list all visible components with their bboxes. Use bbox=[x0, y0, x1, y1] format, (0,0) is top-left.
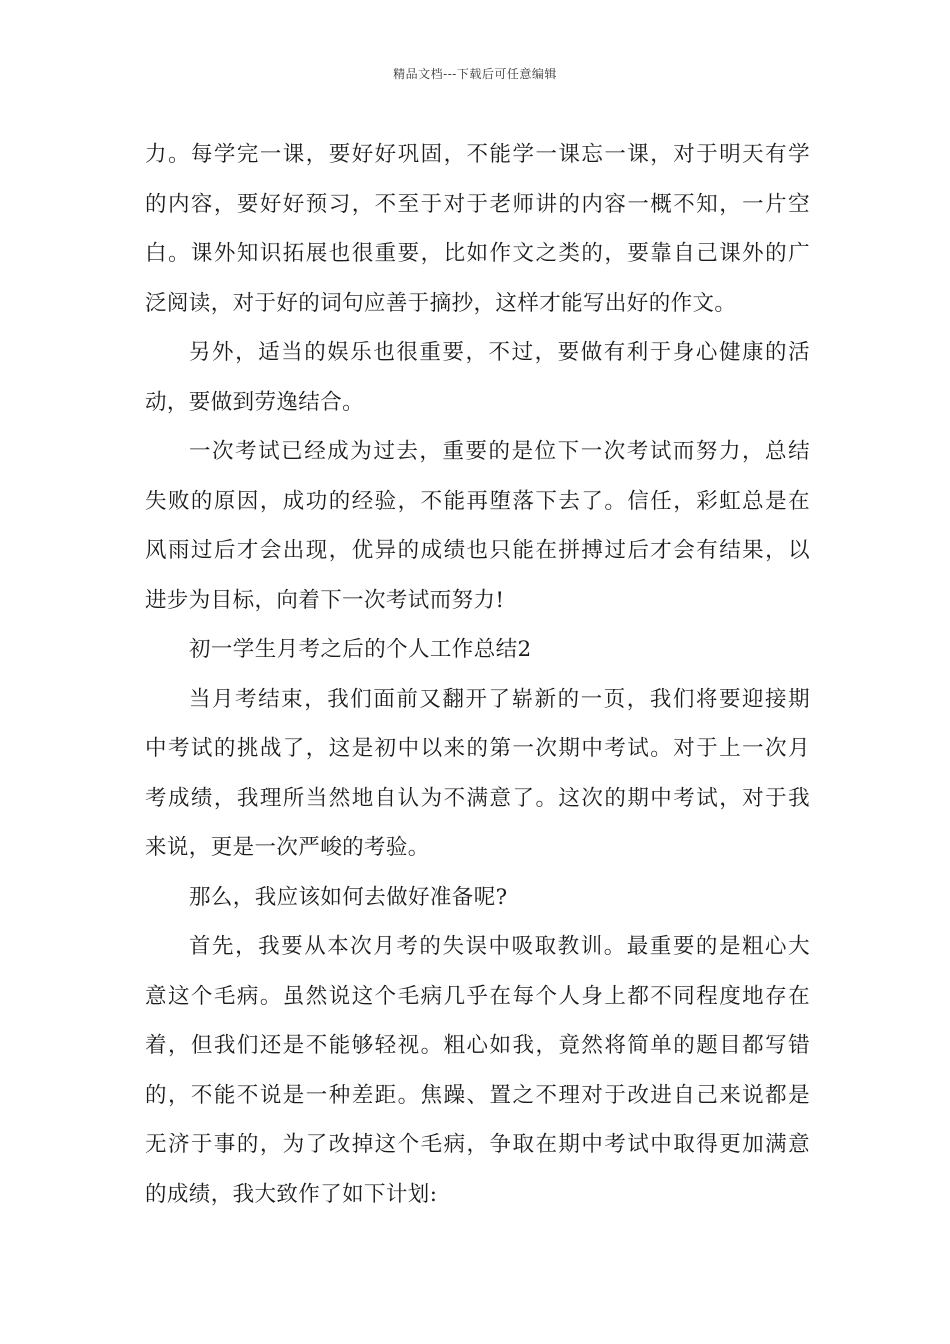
text-line: 泛阅读，对于好的词句应善于摘抄，这样才能写出好的作文。 bbox=[145, 290, 737, 316]
text-line: 的，不能不说是一种差距。焦躁、置之不理对于改进自己来说都是 bbox=[145, 1082, 810, 1108]
text-line: 意这个毛病。虽然说这个毛病几乎在每个人身上都不同程度地存在 bbox=[145, 983, 810, 1009]
page-header: 精品文档---下载后可任意编辑 bbox=[393, 67, 557, 81]
text-line: 的内容，要好好预习，不至于对于老师讲的内容一概不知，一片空 bbox=[145, 191, 810, 217]
text-line: 一次考试已经成为过去，重要的是位下一次考试而努力，总结 bbox=[189, 439, 810, 464]
section-title bbox=[145, 625, 810, 675]
text-line: 来说，更是一次严峻的考验。 bbox=[145, 835, 430, 860]
text-line: 进步为目标，向着下一次考试而努力! bbox=[145, 587, 505, 613]
paragraph bbox=[145, 427, 810, 625]
paragraph bbox=[145, 873, 810, 923]
text-line: 着，但我们还是不能够轻视。粗心如我，竟然将简单的题目都写错 bbox=[145, 1033, 810, 1058]
text-line: 考成绩，我理所当然地自认为不满意了。这次的期中考试，对于我 bbox=[145, 785, 810, 811]
text-line: 白。课外知识拓展也很重要，比如作文之类的，要靠自己课外的广 bbox=[145, 241, 810, 266]
text-line: 动，要做到劳逸结合。 bbox=[145, 389, 365, 415]
text-line: 当月考结束，我们面前又翻开了崭新的一页，我们将要迎接期 bbox=[189, 686, 810, 712]
paragraph bbox=[145, 328, 810, 427]
text-line: 另外，适当的娱乐也很重要，不过，要做有利于身心健康的活 bbox=[189, 340, 810, 365]
document-body bbox=[145, 130, 810, 1219]
text-line: 风雨过后才会出现，优异的成绩也只能在拼搏过后才会有结果，以 bbox=[145, 538, 810, 563]
text-line: 那么，我应该如何去做好准备呢? bbox=[189, 884, 508, 910]
text-line: 失败的原因，成功的经验，不能再堕落下去了。信任，彩虹总是在 bbox=[145, 488, 810, 514]
paragraph bbox=[145, 922, 810, 1219]
text-line: 首先，我要从本次月考的失误中吸取教训。最重要的是粗心大 bbox=[189, 934, 810, 959]
text-line: 中考试的挑战了，这是初中以来的第一次期中考试。对于上一次月 bbox=[145, 736, 810, 761]
text-line: 力。每学完一课，要好好巩固，不能学一课忘一课，对于明天有学 bbox=[145, 142, 810, 167]
paragraph bbox=[145, 130, 810, 328]
paragraph bbox=[145, 675, 810, 873]
text-line: 无济于事的，为了改掉这个毛病，争取在期中考试中取得更加满意 bbox=[145, 1132, 810, 1157]
text-line: 的成绩，我大致作了如下计划: bbox=[145, 1181, 438, 1207]
text-line: 初一学生月考之后的个人工作总结2 bbox=[189, 637, 532, 662]
